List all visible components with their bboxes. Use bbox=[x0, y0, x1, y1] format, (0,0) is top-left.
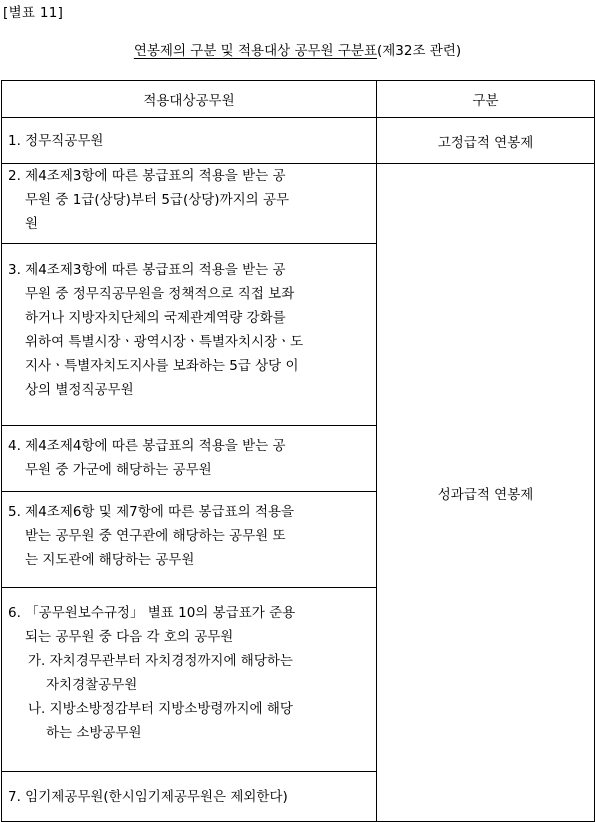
target-cell bbox=[2, 244, 377, 426]
target-cell bbox=[2, 492, 377, 588]
target-cell bbox=[2, 426, 377, 492]
header-target: 적용대상공무원 bbox=[2, 81, 377, 118]
item-line: 3. 제4조제3항에 따른 봉급표의 적용을 받는 공 bbox=[8, 262, 286, 278]
subitem-line: 나. 지방소방정감부터 지방소방령까지에 해당 bbox=[28, 701, 293, 717]
item-line: 상의 별정직공무원 bbox=[25, 382, 134, 398]
target-cell bbox=[2, 772, 377, 822]
item-line: 받는 공무원 중 연구관에 해당하는 공무원 또 bbox=[25, 528, 286, 544]
appendix-label: [별표 11] bbox=[3, 5, 64, 21]
item-line: 하거나 지방자치단체의 국제관계역량 강화를 bbox=[25, 310, 286, 326]
header-row bbox=[2, 81, 595, 118]
item-line: 7. 임기제공무원(한시임기제공무원은 제외한다) bbox=[8, 788, 288, 805]
item-line: 6. 「공무원보수규정」 별표 10의 봉급표가 준용 bbox=[8, 605, 296, 621]
target-cell bbox=[2, 118, 377, 164]
header-type: 구분 bbox=[377, 81, 595, 118]
target-cell bbox=[2, 164, 377, 244]
type-cell-performance: 성과급적 연봉제 bbox=[377, 164, 595, 822]
target-cell bbox=[2, 588, 377, 772]
subitem-line: 하는 소방공무원 bbox=[46, 725, 142, 741]
item-line: 원 bbox=[25, 216, 39, 232]
table-row bbox=[2, 118, 595, 164]
subitem-line: 가. 자치경무관부터 자치경정까지에 해당하는 bbox=[28, 653, 293, 669]
document-title bbox=[0, 39, 595, 59]
item-line: 2. 제4조제3항에 따른 봉급표의 적용을 받는 공 bbox=[8, 168, 286, 184]
item-line: 무원 중 정무직공무원을 정책적으로 직접 보좌 bbox=[25, 286, 295, 302]
item-line: 위하여 특별시장ㆍ광역시장ㆍ특별자치시장ㆍ도 bbox=[25, 334, 304, 350]
item-line: 5. 제4조제6항 및 제7항에 따른 봉급표의 적용을 bbox=[8, 504, 295, 520]
item-line: 무원 중 1급(상당)부터 5급(상당)까지의 공무 bbox=[25, 192, 290, 208]
classification-table bbox=[1, 80, 595, 822]
type-cell-fixed: 고정급적 연봉제 bbox=[377, 118, 595, 164]
item-line: 되는 공무원 중 다음 각 호의 공무원 bbox=[25, 629, 234, 645]
item-line: 무원 중 가군에 해당하는 공무원 bbox=[25, 462, 212, 478]
subitem-line: 자치경찰공무원 bbox=[46, 677, 138, 693]
item-line: 4. 제4조제4항에 따른 봉급표의 적용을 받는 공 bbox=[8, 438, 286, 454]
document-title-suffix: (제32조 관련) bbox=[376, 43, 462, 59]
document-title-main: 연봉제의 구분 및 적용대상 공무원 구분표 bbox=[133, 43, 377, 59]
item-line: 는 지도관에 해당하는 공무원 bbox=[25, 552, 195, 568]
item-line: 지사ㆍ특별자치도지사를 보좌하는 5급 상당 이 bbox=[25, 358, 299, 374]
item-line: 1. 정무직공무원 bbox=[8, 132, 104, 149]
table-row bbox=[2, 164, 595, 244]
